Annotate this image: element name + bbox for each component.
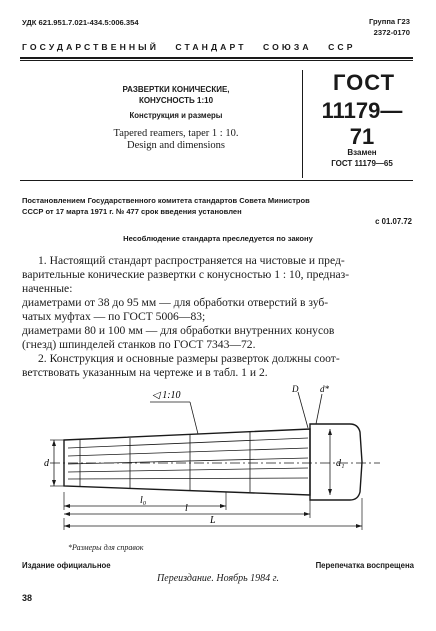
title-divider bbox=[302, 70, 303, 178]
title-en-line1: Tapered reamers, taper 1 : 10. bbox=[113, 128, 239, 139]
effective-date: с 01.07.72 bbox=[375, 217, 412, 226]
label-l0: l₀ bbox=[140, 495, 147, 506]
official-edition: Издание официальное bbox=[22, 561, 111, 570]
gost-number: 11179—71 bbox=[321, 98, 403, 149]
standard-banner: ГОСУДАРСТВЕННЫЙ СТАНДАРТ СОЮЗА ССР bbox=[22, 42, 356, 52]
body-line-5: чатых муфтах — по ГОСТ 5006—83; bbox=[22, 310, 206, 323]
drawing-footnote: *Размеры для справок bbox=[68, 543, 144, 552]
section-rule bbox=[20, 180, 413, 181]
reamer-drawing bbox=[40, 380, 400, 540]
reprint-prohibited: Перепечатка воспрещена bbox=[315, 561, 414, 570]
legal-warning: Несоблюдение стандарта преследуется по закону bbox=[123, 234, 313, 243]
decree-line2: СССР от 17 марта 1971 г. № 477 срок введения установлен bbox=[22, 207, 242, 216]
body-line-4: диаметрами от 38 до 95 мм — для обработки отверстий в зуб- bbox=[22, 296, 329, 309]
taper-label: ◁ 1:10 bbox=[152, 390, 181, 401]
body-line-1: 1. Настоящий стандарт распространяется на чистовые и пред- bbox=[38, 254, 345, 267]
body-line-2: варительные конические развертки с конусностью 1 : 10, предназ- bbox=[22, 268, 350, 281]
body-line-9: ветствовать указанным на чертеже и в табл. 1 и 2. bbox=[22, 366, 268, 379]
label-L: L bbox=[210, 515, 216, 526]
title-ru-line1: РАЗВЕРТКИ КОНИЧЕСКИЕ, bbox=[122, 85, 230, 94]
title-ru-subtitle: Конструкция и размеры bbox=[129, 111, 223, 120]
D-leader bbox=[298, 392, 308, 428]
page-number: 38 bbox=[22, 593, 33, 603]
banner-rule-bottom bbox=[20, 60, 413, 61]
body-line-8: 2. Конструкция и основные размеры разверток должны соот- bbox=[38, 352, 340, 365]
replaces-value: ГОСТ 11179—65 bbox=[331, 159, 393, 168]
title-en-line2: Design and dimensions bbox=[127, 140, 225, 151]
label-d1: d₁ bbox=[336, 458, 345, 469]
gost-label: ГОСТ bbox=[332, 70, 396, 95]
replaces-label: Взамен bbox=[347, 148, 377, 157]
decree-line1: Постановлением Государственного комитета стандартов Совета Министров bbox=[22, 196, 310, 205]
label-dstar: d* bbox=[320, 384, 329, 394]
reamer-body-outline bbox=[64, 429, 310, 495]
title-ru-line2: КОНУСНОСТЬ 1:10 bbox=[138, 96, 214, 105]
label-D: D bbox=[292, 384, 299, 394]
flute-lines bbox=[68, 432, 308, 492]
body-line-3: наченные: bbox=[22, 282, 73, 295]
reprint-note: Переиздание. Ноябрь 1984 г. bbox=[157, 573, 279, 584]
group-code: Группа Г23 bbox=[368, 17, 410, 26]
body-line-7: (гнезд) шпинделей станков по ГОСТ 7343—72. bbox=[22, 338, 256, 351]
classification-code: 2372-0170 bbox=[373, 28, 410, 37]
label-d: d bbox=[44, 458, 49, 469]
banner-rule-top bbox=[20, 57, 413, 59]
label-l: l bbox=[185, 503, 188, 514]
body-line-6: диаметрами 80 и 100 мм — для обработки внутренних конусов bbox=[22, 324, 335, 337]
dstar-leader bbox=[316, 394, 322, 424]
udk-code: УДК 621.951.7.021-434.5:006.354 bbox=[22, 18, 139, 27]
